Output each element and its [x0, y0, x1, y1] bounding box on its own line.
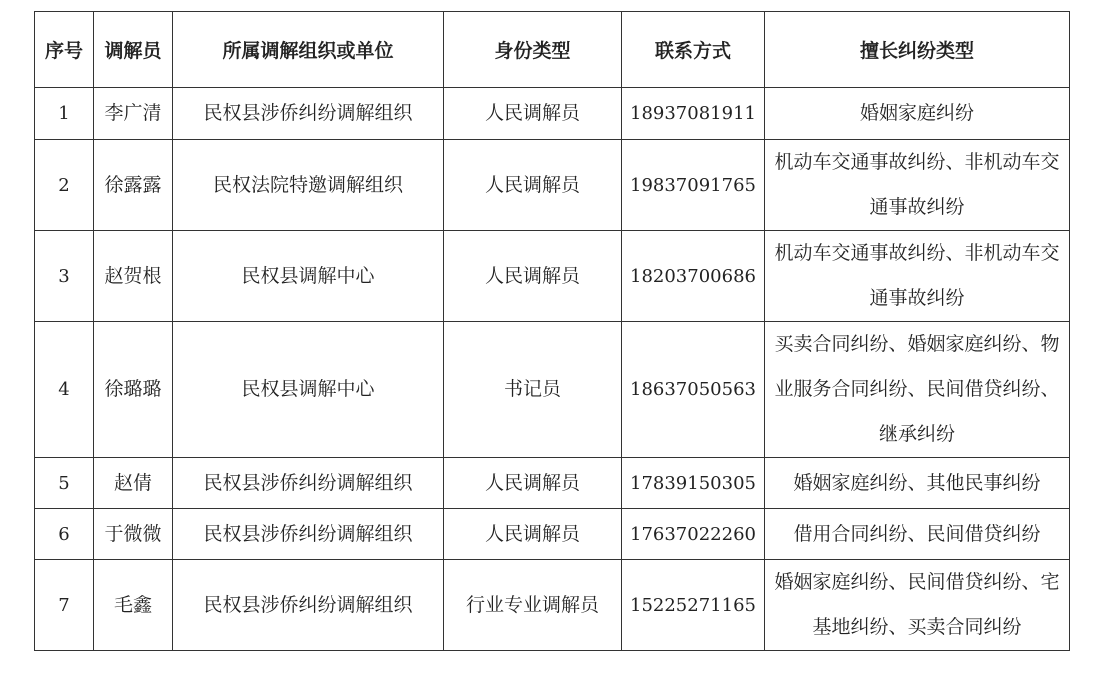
phone-number: 18637050563 — [622, 322, 765, 458]
mediator-name: 赵倩 — [94, 458, 173, 509]
table-row — [35, 458, 1070, 509]
organization: 民权法院特邀调解组织 — [173, 140, 444, 231]
table-header-row — [35, 12, 1070, 88]
mediator-name: 李广清 — [94, 88, 173, 140]
table-row — [35, 322, 1070, 458]
specialty: 借用合同纠纷、民间借贷纠纷 — [765, 509, 1070, 560]
mediator-name: 于微微 — [94, 509, 173, 560]
role: 书记员 — [444, 322, 622, 458]
header-mediator: 调解员 — [94, 12, 173, 88]
mediator-table — [34, 11, 1070, 651]
table-row — [35, 140, 1070, 231]
organization: 民权县调解中心 — [173, 322, 444, 458]
row-index: 1 — [35, 88, 94, 140]
specialty: 机动车交通事故纠纷、非机动车交通事故纠纷 — [765, 231, 1070, 322]
organization: 民权县涉侨纠纷调解组织 — [173, 88, 444, 140]
row-index: 2 — [35, 140, 94, 231]
organization: 民权县涉侨纠纷调解组织 — [173, 509, 444, 560]
mediator-name: 徐璐璐 — [94, 322, 173, 458]
role: 人民调解员 — [444, 231, 622, 322]
role: 人民调解员 — [444, 458, 622, 509]
row-index: 6 — [35, 509, 94, 560]
table-row — [35, 509, 1070, 560]
header-organization: 所属调解组织或单位 — [173, 12, 444, 88]
mediator-name: 毛鑫 — [94, 560, 173, 651]
specialty: 机动车交通事故纠纷、非机动车交通事故纠纷 — [765, 140, 1070, 231]
row-index: 7 — [35, 560, 94, 651]
organization: 民权县涉侨纠纷调解组织 — [173, 458, 444, 509]
organization: 民权县涉侨纠纷调解组织 — [173, 560, 444, 651]
role: 人民调解员 — [444, 140, 622, 231]
specialty: 买卖合同纠纷、婚姻家庭纠纷、物业服务合同纠纷、民间借贷纠纷、继承纠纷 — [765, 322, 1070, 458]
role: 人民调解员 — [444, 509, 622, 560]
phone-number: 17637022260 — [622, 509, 765, 560]
mediator-name: 赵贺根 — [94, 231, 173, 322]
table-row — [35, 88, 1070, 140]
specialty: 婚姻家庭纠纷、民间借贷纠纷、宅基地纠纷、买卖合同纠纷 — [765, 560, 1070, 651]
role: 人民调解员 — [444, 88, 622, 140]
phone-number: 18203700686 — [622, 231, 765, 322]
row-index: 4 — [35, 322, 94, 458]
role: 行业专业调解员 — [444, 560, 622, 651]
specialty: 婚姻家庭纠纷、其他民事纠纷 — [765, 458, 1070, 509]
header-specialty: 擅长纠纷类型 — [765, 12, 1070, 88]
row-index: 5 — [35, 458, 94, 509]
table-row — [35, 231, 1070, 322]
specialty: 婚姻家庭纠纷 — [765, 88, 1070, 140]
phone-number: 17839150305 — [622, 458, 765, 509]
header-role: 身份类型 — [444, 12, 622, 88]
phone-number: 18937081911 — [622, 88, 765, 140]
mediator-name: 徐露露 — [94, 140, 173, 231]
table-row — [35, 560, 1070, 651]
phone-number: 15225271165 — [622, 560, 765, 651]
phone-number: 19837091765 — [622, 140, 765, 231]
header-index: 序号 — [35, 12, 94, 88]
row-index: 3 — [35, 231, 94, 322]
organization: 民权县调解中心 — [173, 231, 444, 322]
header-contact: 联系方式 — [622, 12, 765, 88]
